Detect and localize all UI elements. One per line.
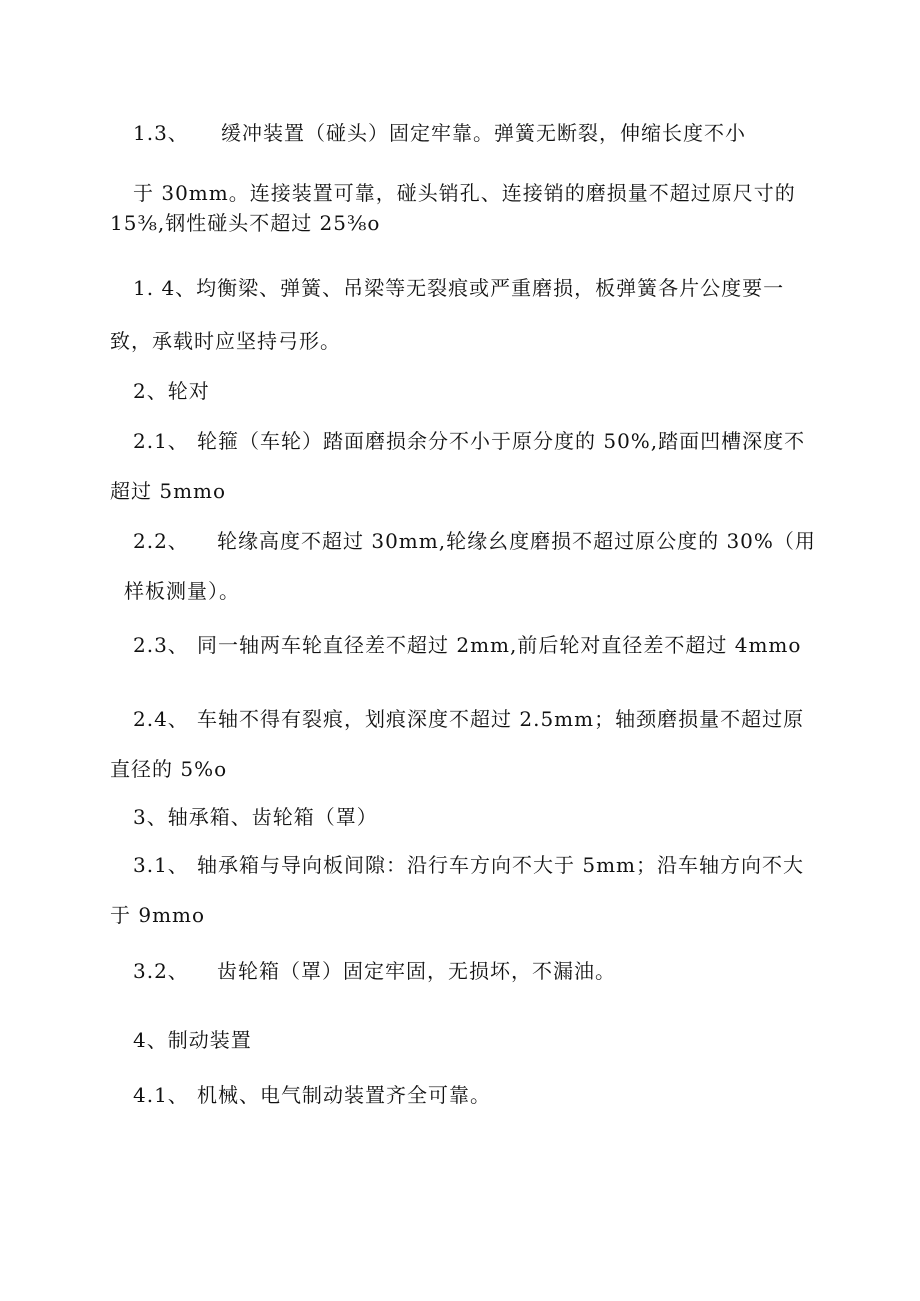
item-number: 2.4、 [133,707,189,731]
line-2-2 [133,528,816,554]
line-1-3-cont-1 [133,180,796,206]
item-number: 2.2、 [133,529,189,553]
line-text: 3、轴承箱、齿轮箱（罩） [133,805,378,829]
line-1-3 [133,120,746,146]
heading-4-brake [133,1027,252,1053]
heading-2-wheelset [133,378,210,404]
line-1-4-cont [110,328,341,354]
line-text: 于 30mm。连接装置可靠，碰头销孔、连接销的磨损量不超过原尺寸的 [133,181,796,205]
line-text: 同一轴两车轮直径差不超过 2mm,前后轮对直径差不超过 4mmo [197,633,802,657]
line-text: 机械、电气制动装置齐全可靠。 [197,1083,491,1107]
line-3-1-cont [110,902,205,928]
line-4-1 [133,1082,491,1108]
line-2-3 [133,632,801,658]
item-number: 4.1、 [133,1083,189,1107]
line-text: 4、制动装置 [133,1028,252,1052]
line-text: 1. 4、均衡梁、弹簧、吊梁等无裂痕或严重磨损，板弹簧各片公度要一 [133,276,785,300]
item-number: 2.1、 [133,429,189,453]
line-text: 致，承载时应坚持弓形。 [110,329,341,353]
item-number: 3.2、 [133,959,189,983]
line-text: 车轴不得有裂痕，划痕深度不超过 2.5mm；轴颈磨损量不超过原 [197,707,805,731]
line-text: 超过 5mmo [110,479,227,503]
line-text: 缓冲装置（碰头）固定牢靠。弹簧无断裂，伸缩长度不小 [221,121,746,145]
line-3-1 [133,852,804,878]
line-text: 于 9mmo [110,903,206,927]
line-text: 齿轮箱（罩）固定牢固，无损坏，不漏油。 [217,959,616,983]
line-text: 轮箍（车轮）踏面磨损余分不小于原分度的 50%,踏面凹槽深度不 [197,429,806,453]
line-2-1 [133,428,805,454]
line-2-1-cont [110,478,226,504]
line-2-4-cont [110,756,227,782]
line-1-4 [133,275,784,301]
line-text: 轴承箱与导向板间隙：沿行车方向不大于 5mm；沿车轴方向不大 [197,853,805,877]
line-text: 直径的 5%o [110,757,228,781]
item-number: 3.1、 [133,853,189,877]
line-text: 样板测量）。 [124,579,240,603]
line-3-2 [133,958,616,984]
item-number: 2.3、 [133,633,189,657]
line-text: 2、轮对 [133,379,210,403]
line-2-2-cont [124,578,240,604]
heading-3-bearing [133,804,378,830]
line-2-4 [133,706,804,732]
line-1-3-cont-2 [110,210,380,236]
line-text: 15⅜,钢性碰头不超过 25⅜o [110,211,381,235]
line-text: 轮缘高度不超过 30mm,轮缘幺度磨损不超过原公度的 30%（用 [217,529,816,553]
item-number: 1.3、 [133,121,189,145]
